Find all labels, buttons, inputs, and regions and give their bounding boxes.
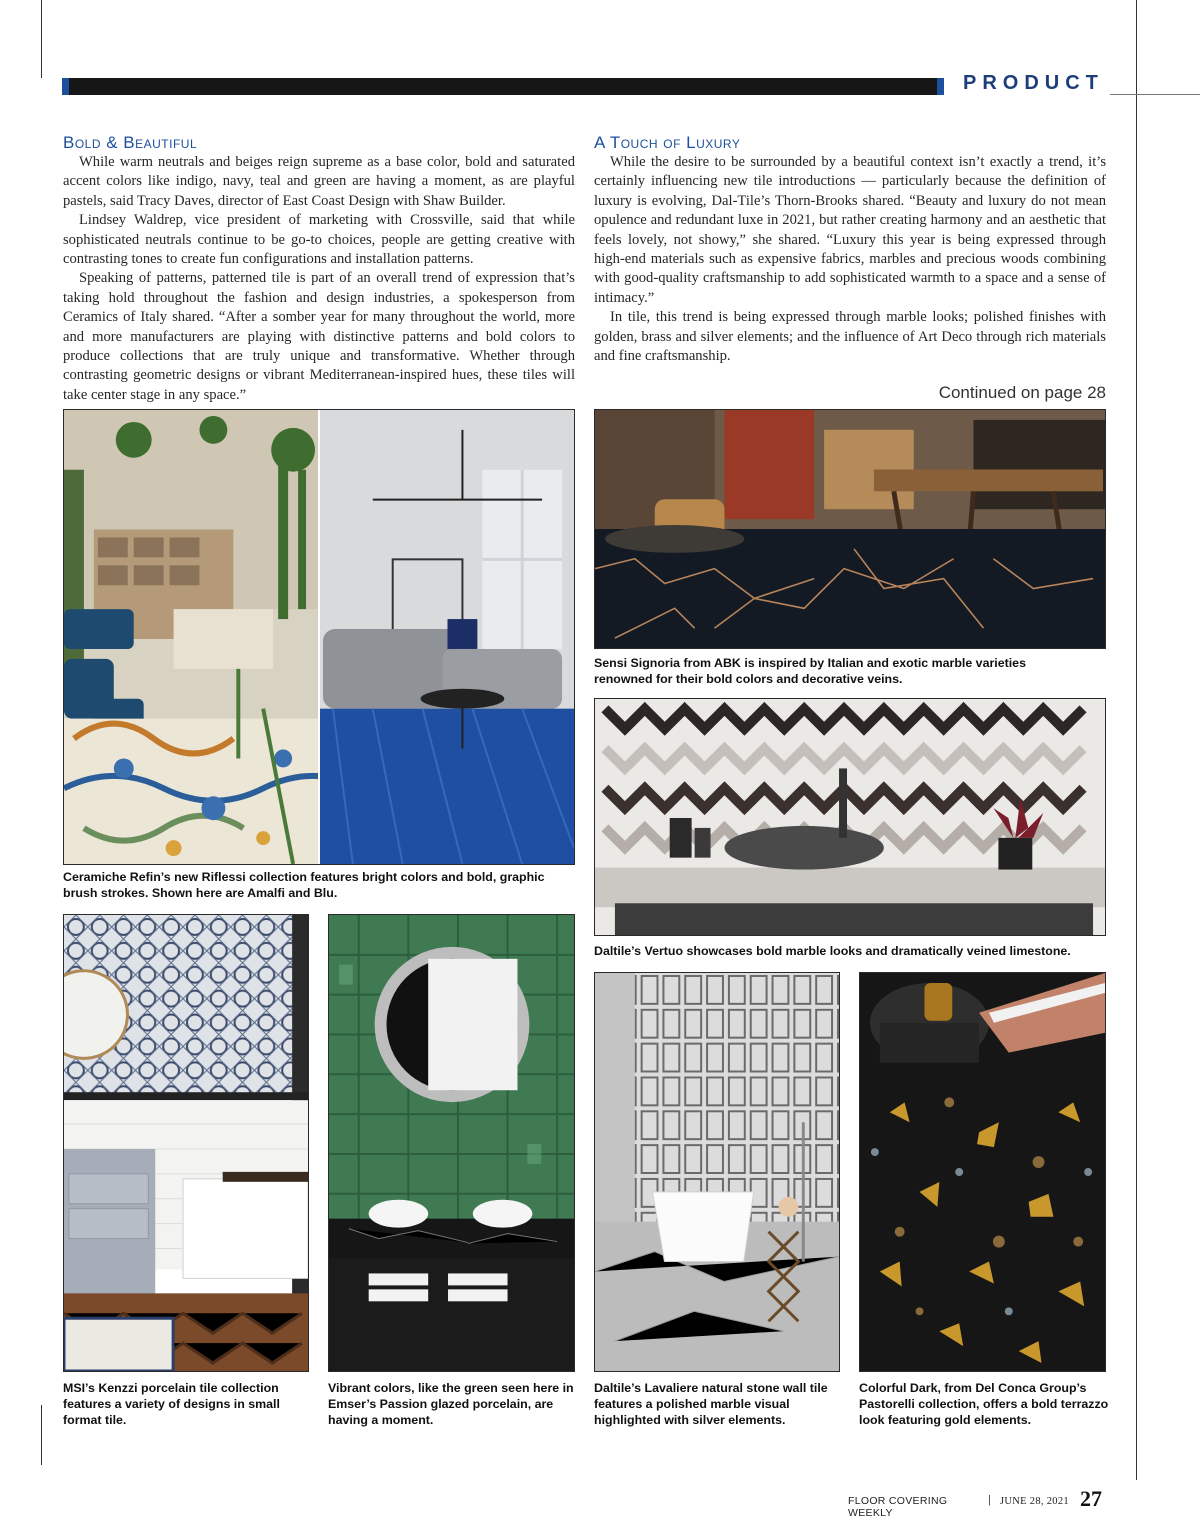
right-heading: A Touch of Luxury [594,133,741,152]
right-paragraph: While the desire to be surrounded by a beautiful context isn’t exactly a trend, it’s certainly influencing new tile introductions — particularly because the definition of luxury is evolving, Dal-Tile’s Thorn-Brooks shared. “Beauty and luxury do not mean opulence and redundant luxe in 2021, but rather creating harmony and an aesthetic that feels lovely, not showy,” she shared. “Luxury this year is being expressed through high-end materials such as expensive fabrics, marbles and precious woods combining with good-quality craftsmanship to add sophisticated warmth to a space and a sense of intimacy.” [594,154,1106,306]
abk-caption: Sensi Signoria from ABK is inspired by Italian and exotic marble varieties renowned for their bold colors and decorative veins. [594,656,1026,686]
lavaliere-photo [594,972,840,1372]
continued-note: Continued on page 28 [938,383,1106,402]
msi-photo [63,914,309,1372]
right-body [594,153,1106,366]
left-paragraph: While warm neutrals and beiges reign supreme as a base color, bold and saturated accent colors like indigo, navy, teal and green are having a moment, as are playful pastels, said Tracy Daves, director of East Coast Design with Shaw Builder. [63,154,575,209]
right-margin-rule [1136,0,1137,1480]
vertuo-caption: Daltile’s Vertuo showcases bold marble looks and dramatically veined limestone. [594,944,1071,958]
page-number: 27 [1080,1486,1102,1511]
right-paragraph: In tile, this trend is being expressed through marble looks; polished finishes with golden, brass and silver elements; and the influence of Art Deco through rich materials and fine craftsmanship. [594,309,1106,365]
footer-separator: | [988,1494,991,1506]
left-heading: Bold & Beautiful [63,133,198,152]
section-label-accent [937,78,944,95]
delconca-caption: Colorful Dark, from Del Conca Group’s Pastorelli collection, offers a bold terrazzo look featuring gold elements. [859,1381,1109,1427]
left-body [63,153,575,405]
footer-date: JUNE 28, 2021 [1000,1496,1069,1507]
section-bar-accent [62,78,69,95]
vertuo-photo [594,698,1106,936]
emser-caption: Vibrant colors, like the green seen here in Emser’s Passion glazed porcelain, are having a moment. [328,1381,574,1427]
delconca-photo [859,972,1106,1372]
refin-photo [63,409,575,865]
left-paragraph: Speaking of patterns, patterned tile is part of an overall trend of expression that’s taking hold throughout the fashion and design industries, a spokesperson from Ceramics of Italy shared. “After a somber year for many throughout the world, more and more manufacturers are playing with distinctive patterns and bold colors to produce collections that are truly unique and transformative. Whether through contrasting geometric designs or vibrant Mediterranean-inspired hues, these tiles will take center stage in any space.” [63,270,575,403]
left-margin-rule-bottom [41,1405,42,1465]
left-margin-rule [41,0,42,78]
lavaliere-caption: Daltile’s Lavaliere natural stone wall tile features a polished marble visual highlighted with silver elements. [594,1381,828,1427]
section-label: PRODUCT [963,72,1104,94]
refin-caption: Ceramiche Refin’s new Riflessi collection features bright colors and bold, graphic brush strokes. Shown here are Amalfi and Blu. [63,870,545,900]
left-paragraph: Lindsey Waldrep, vice president of marketing with Crossville, said that while sophisticated neutrals continue to be go-to choices, people are getting creative with contrasting tones to create fun configurations and installation patterns. [63,212,575,268]
header-rule [1110,94,1200,95]
msi-caption: MSI’s Kenzzi porcelain tile collection features a variety of designs in small format tile. [63,1381,280,1427]
abk-photo [594,409,1106,649]
section-bar [62,78,942,95]
footer-publication: FLOOR COVERING WEEKLY [848,1495,948,1519]
emser-photo [328,914,575,1372]
